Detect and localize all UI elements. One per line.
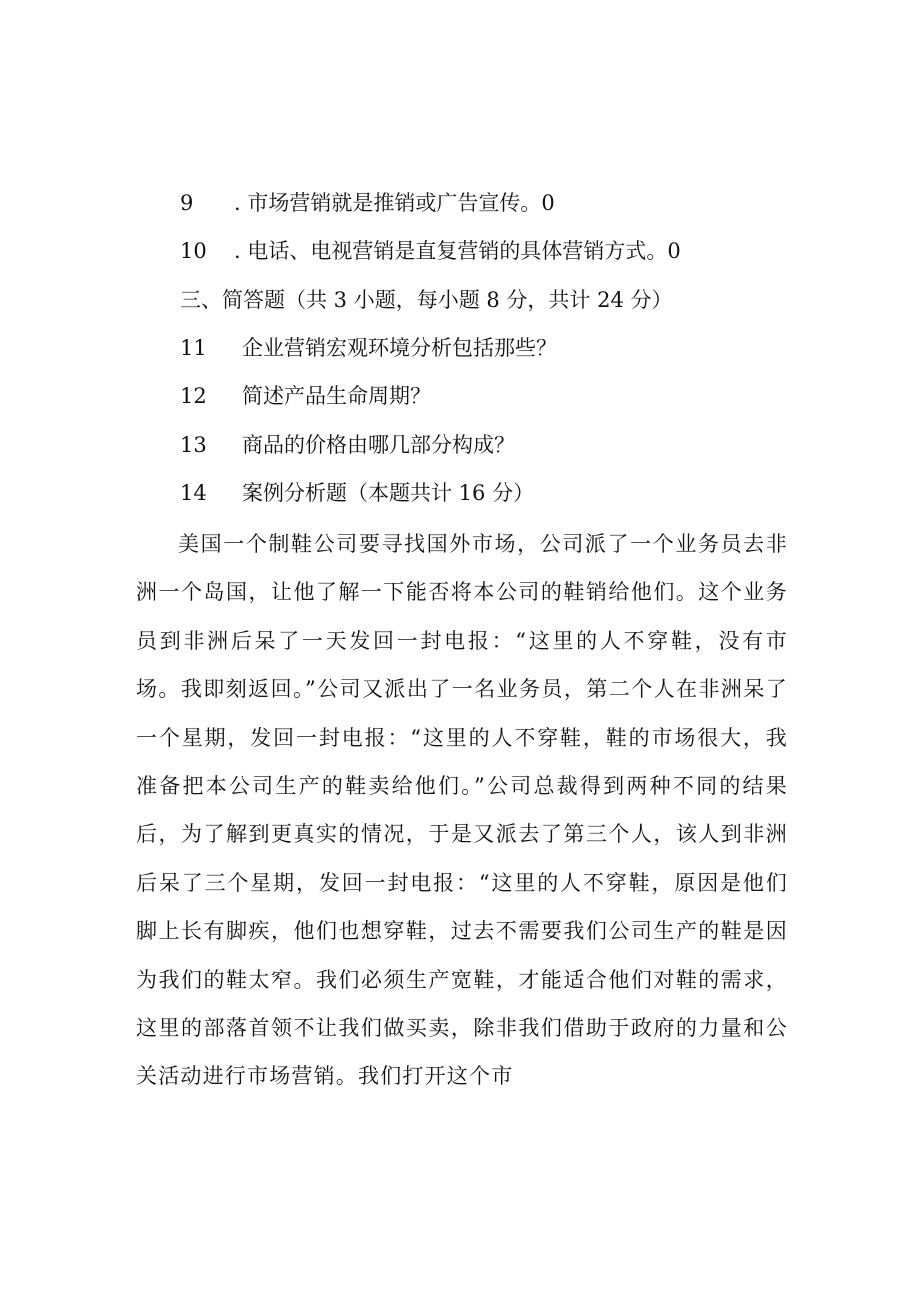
item-text: 简述产品生命周期？: [242, 384, 431, 408]
case-paragraph: 美国一个制鞋公司要寻找国外市场，公司派了一个业务员去非洲一个岛国，让他了解一下能否将本公司的鞋销给他们。这个业务员到非洲后呆了一天发回一封电报：“这里的人不穿鞋，没有市场。我即刻返回。”公司又派出了一名业务员，第二个人在非洲呆了一个星期，发回一封电报：“这里的人不穿鞋，鞋的市场很大，我准备把本公司生产的鞋卖给他们。”公司总裁得到两种不同的结果后，为了解到更真实的情况，于是又派去了第三个人，该人到非洲后呆了三个星期，发回一封电报：“这里的人不穿鞋，原因是他们脚上长有脚疾，他们也想穿鞋，过去不需要我们公司生产的鞋是因为我们的鞋太窄。我们必须生产宽鞋，才能适合他们对鞋的需求，这里的部落首领不让我们做买卖，除非我们借助于政府的力量和公关活动进行市场营销。我们打开这个市: [136, 532, 788, 1089]
item-text: . 电话、电视营销是直复营销的具体营销方式。0: [234, 239, 681, 263]
section-heading: 三、简答题（共 3 小题，每小题 8 分，共计 24 分）: [180, 288, 673, 312]
item-number: 14: [180, 481, 207, 505]
item-number: 9: [180, 191, 194, 215]
item-number: 11: [180, 336, 207, 360]
item-text: . 市场营销就是推销或广告宣传。0: [234, 191, 555, 215]
item-text: 企业营销宏观环境分析包括那些？: [242, 336, 557, 360]
item-number: 10: [180, 239, 207, 263]
item-number: 12: [180, 384, 207, 408]
item-number: 13: [180, 433, 207, 457]
item-text: 案例分析题（本题共计 16 分）: [242, 481, 535, 505]
item-text: 商品的价格由哪几部分构成？: [242, 433, 515, 457]
